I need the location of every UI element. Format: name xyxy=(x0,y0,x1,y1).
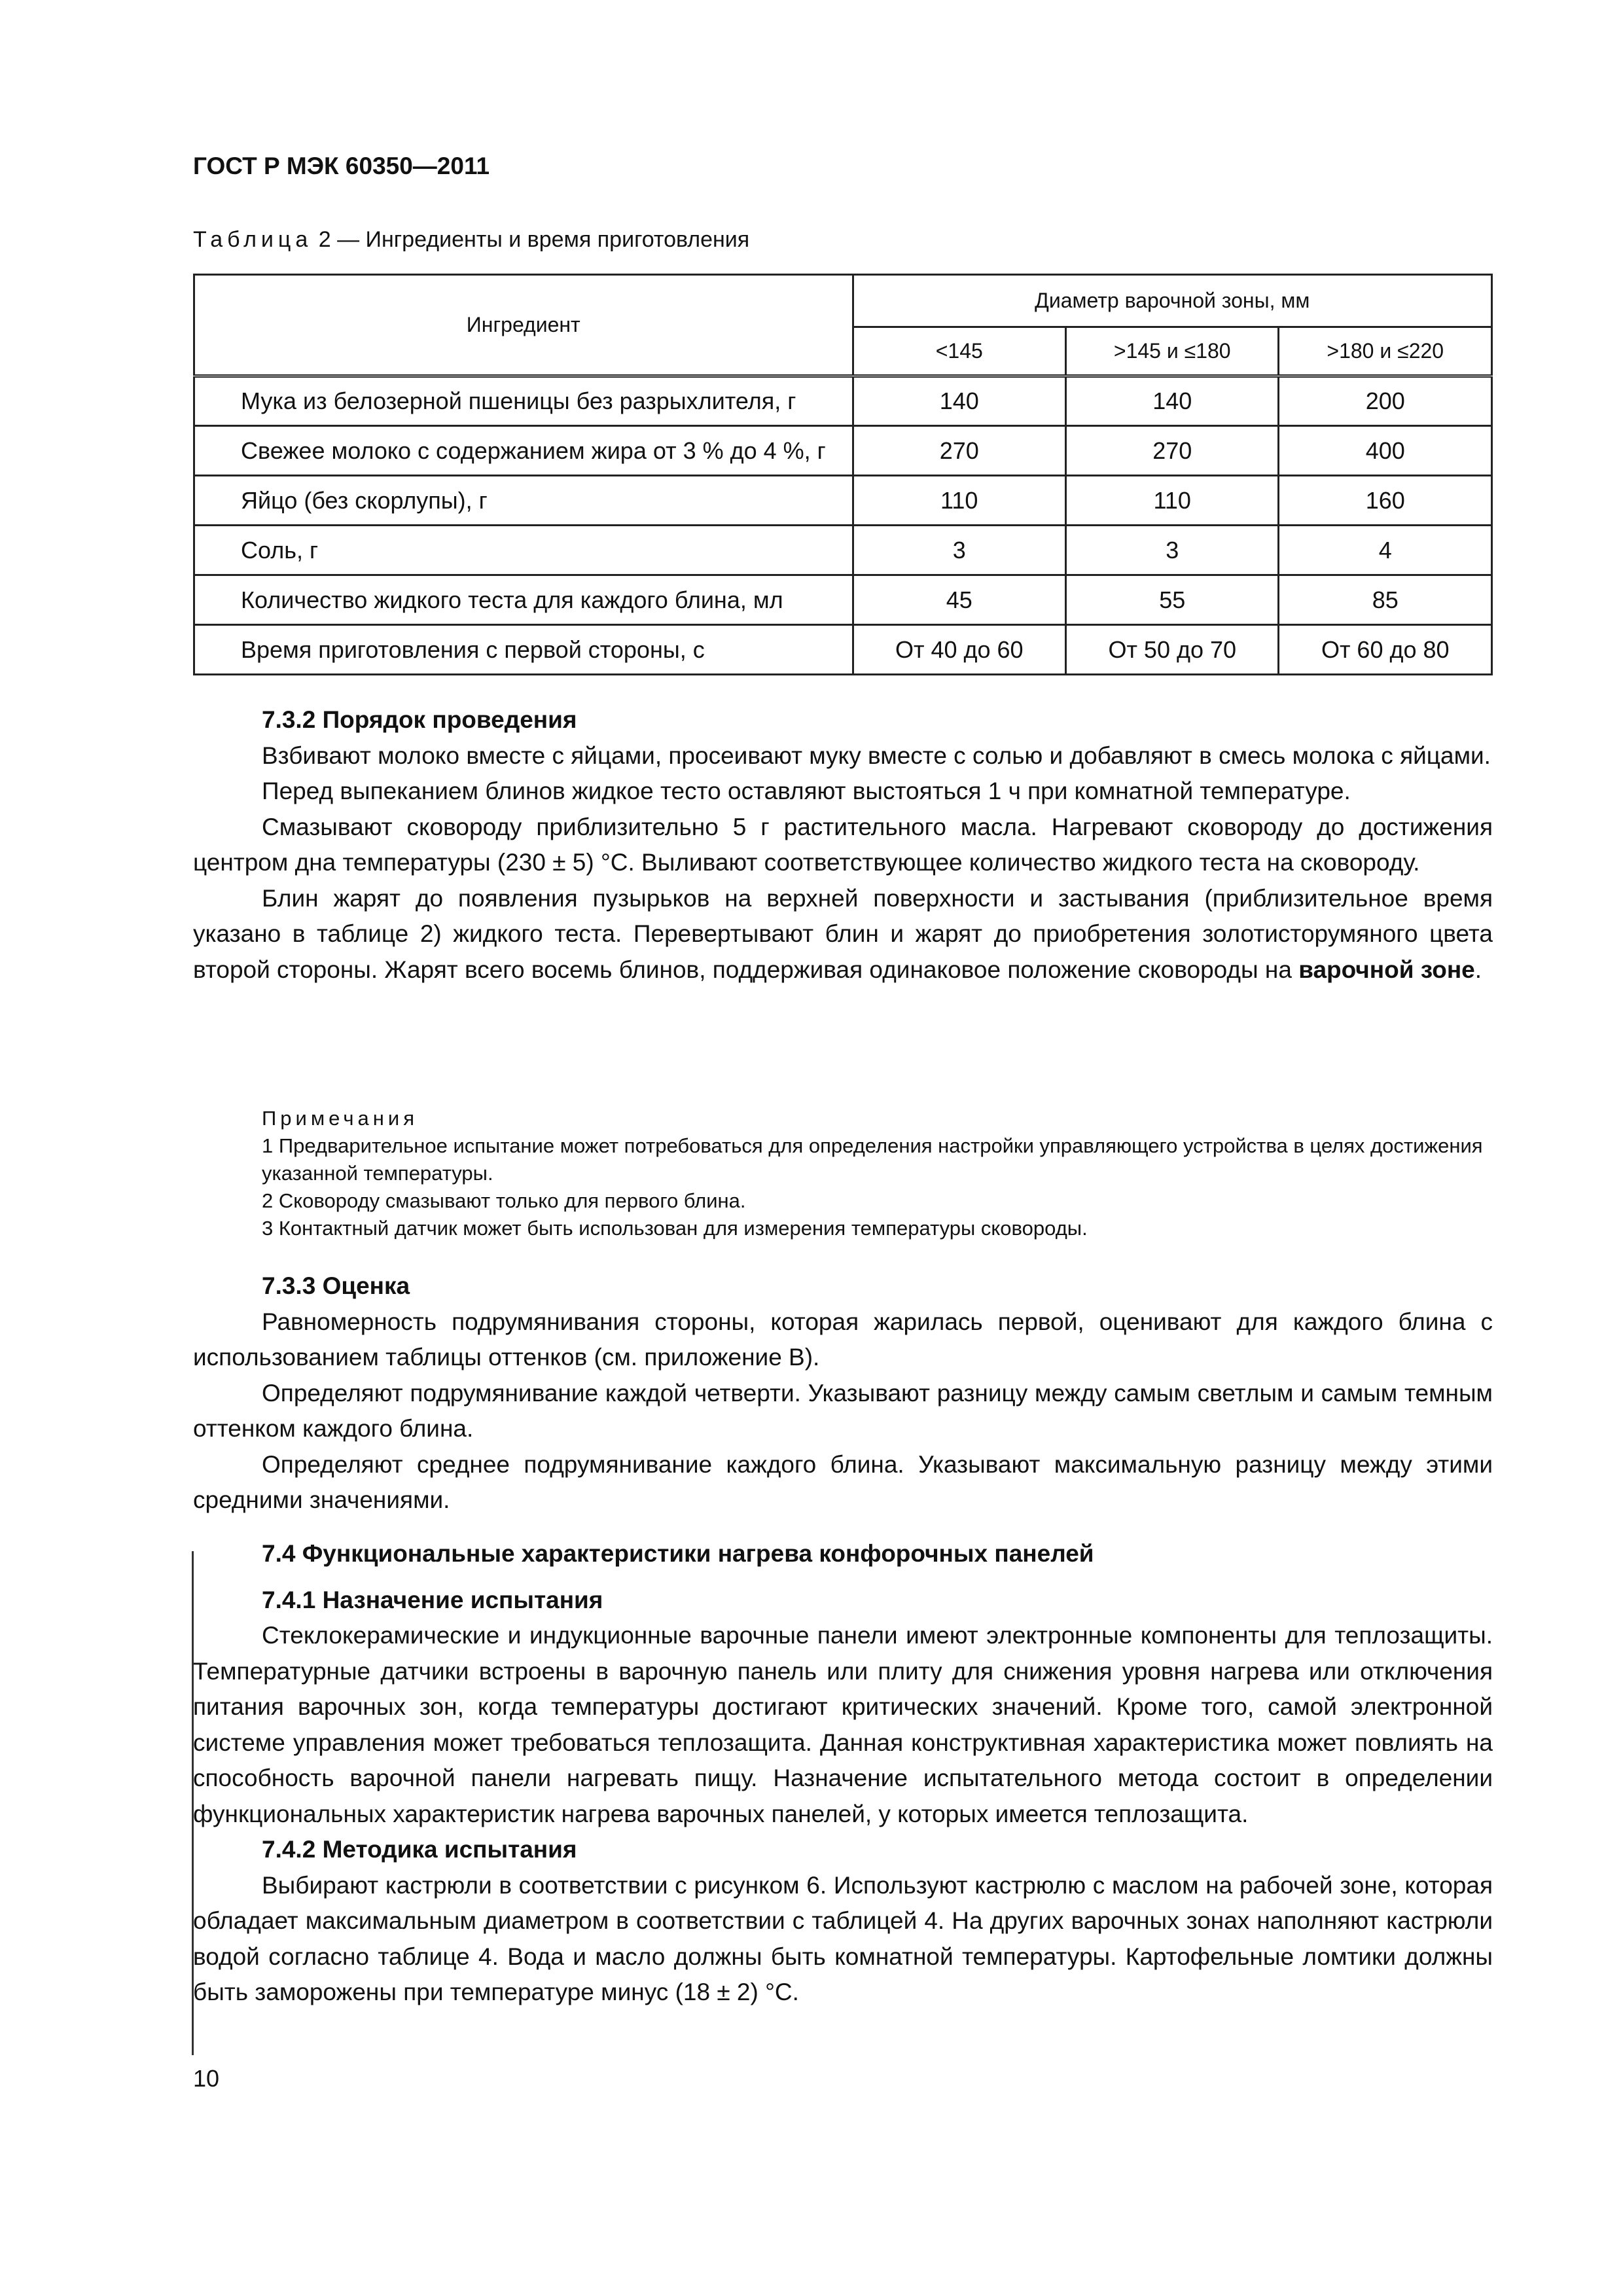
row-name: Свежее молоко с содержанием жира от 3 % до 4 %, г xyxy=(194,426,853,476)
paragraph xyxy=(193,881,1493,988)
note-text: 1 Предварительное испытание может потребоваться для определения настройки управляющего устройства в целях достижения указанной температуры. xyxy=(262,1134,1483,1185)
notes xyxy=(193,1105,1493,1242)
paragraph: Смазывают сковороду приблизительно 5 г растительного масла. Нагревают сковороду до достижения центром дна температуры (230 ± 5) °С. Выливают соответствующее количество жидкого теста на сковороду. xyxy=(193,813,1493,876)
row-name: Количество жидкого теста для каждого блина, мл xyxy=(194,575,853,625)
paragraph: Перед выпеканием блинов жидкое тесто оставляют выстояться 1 ч при комнатной температуре. xyxy=(262,778,1351,804)
cell-value: От 50 до 70 xyxy=(1066,625,1279,675)
table-row xyxy=(194,575,1492,625)
header-diameter: Диаметр варочной зоны, мм xyxy=(853,275,1491,327)
page-number: 10 xyxy=(193,2065,220,2092)
paragraph: Стеклокерамические и индукционные варочные панели имеют электронные компоненты для теплозащиты. Температурные датчики встроены в варочную панель или плиту для снижения уровня нагрева или отключения питания варочных зон, когда температуры достигают критических значений. Кроме того, самой электронной системе управления может требоваться теплозащита. Данная конструктивная характеристика может повлиять на способность варочной панели нагревать пищу. Назначение испытательного метода состоит в определении функциональных характеристик нагрева варочных панелей, у которых имеется теплозащита. xyxy=(193,1622,1493,1827)
paragraph: Равномерность подрумянивания стороны, которая жарилась первой, оценивают для каждого блина с использованием таблицы оттенков (см. приложение В). xyxy=(193,1308,1493,1371)
row-name: Время приготовления с первой стороны, с xyxy=(194,625,853,675)
cell-value: 45 xyxy=(853,575,1065,625)
table-row xyxy=(194,476,1492,526)
column-header: >180 и ≤220 xyxy=(1279,327,1492,376)
notes-title: Примечания xyxy=(262,1107,418,1130)
table-row xyxy=(194,526,1492,575)
column-header: <145 xyxy=(853,327,1065,376)
cell-value: 3 xyxy=(1066,526,1279,575)
cell-value: 140 xyxy=(1066,376,1279,426)
note-text: 2 Сковороду смазывают только для первого блина. xyxy=(262,1189,746,1212)
cell-value: 110 xyxy=(853,476,1065,526)
section-7-3-3 xyxy=(193,1268,1493,1518)
section-heading: 7.3.2 Порядок проведения xyxy=(262,706,577,733)
cell-value: 270 xyxy=(853,426,1065,476)
paragraph-text: Блин жарят до появления пузырьков на верхней поверхности и застывания (приблизительное время указано в таблице 2) жидкого теста. Перевертывают блин и жарят до приобретения золотисторумяного цвета второй стороны. Жарят всего восемь блинов, поддерживая одинаковое положение сковороды на xyxy=(193,884,1493,983)
document-header: ГОСТ Р МЭК 60350—2011 xyxy=(193,152,490,179)
cell-value: 55 xyxy=(1066,575,1279,625)
paragraph: Определяют среднее подрумянивание каждого блина. Указывают максимальную разницу между этими средними значениями. xyxy=(193,1450,1493,1513)
caption-text: 2 — Ингредиенты и время приготовления xyxy=(312,227,750,252)
section-heading: 7.4 Функциональные характеристики нагрева конфорочных панелей xyxy=(262,1540,1094,1567)
cell-value: 160 xyxy=(1279,476,1492,526)
cell-value: 85 xyxy=(1279,575,1492,625)
column-header: >145 и ≤180 xyxy=(1066,327,1279,376)
caption-word: Таблица xyxy=(193,227,313,252)
section-heading: 7.4.1 Назначение испытания xyxy=(262,1586,603,1613)
row-name: Яйцо (без скорлупы), г xyxy=(194,476,853,526)
cell-value: 110 xyxy=(1066,476,1279,526)
section-heading: 7.3.3 Оценка xyxy=(262,1272,410,1299)
table-row xyxy=(194,625,1492,675)
paragraph-end: . xyxy=(1474,956,1482,983)
table-row xyxy=(194,376,1492,426)
cell-value: От 60 до 80 xyxy=(1279,625,1492,675)
cell-value: От 40 до 60 xyxy=(853,625,1065,675)
header-ingredient: Ингредиент xyxy=(194,275,853,376)
cell-value: 3 xyxy=(853,526,1065,575)
paragraph: Выбирают кастрюли в соответствии с рисунком 6. Используют кастрюлю с маслом на рабочей зоне, которая обладает максимальным диаметром в соответствии с таблицей 4. На других варочных зонах наполняют кастрюли водой согласно таблице 4. Вода и масло должны быть комнатной температуры. Картофельные ломтики должны быть заморожены при температуре минус (18 ± 2) °С. xyxy=(193,1871,1493,2005)
note-text: 3 Контактный датчик может быть использован для измерения температуры сковороды. xyxy=(262,1217,1088,1240)
term-bold: варочной зоне xyxy=(1298,956,1475,983)
paragraph: Взбивают молоко вместе с яйцами, просеивают муку вместе с солью и добавляют в смесь молока с яйцами. xyxy=(262,742,1491,769)
paragraph: Определяют подрумянивание каждой четверти. Указывают разницу между самым светлым и самым темным оттенком каждого блина. xyxy=(193,1379,1493,1442)
cell-value: 4 xyxy=(1279,526,1492,575)
ingredients-table xyxy=(193,274,1493,675)
cell-value: 400 xyxy=(1279,426,1492,476)
table-caption xyxy=(193,227,749,253)
section-7-4 xyxy=(193,1536,1493,2011)
row-name: Соль, г xyxy=(194,526,853,575)
section-heading: 7.4.2 Методика испытания xyxy=(262,1836,577,1863)
table-row xyxy=(194,426,1492,476)
section-7-3-2 xyxy=(193,702,1493,988)
cell-value: 200 xyxy=(1279,376,1492,426)
row-name: Мука из белозерной пшеницы без разрыхлителя, г xyxy=(194,376,853,426)
cell-value: 270 xyxy=(1066,426,1279,476)
cell-value: 140 xyxy=(853,376,1065,426)
